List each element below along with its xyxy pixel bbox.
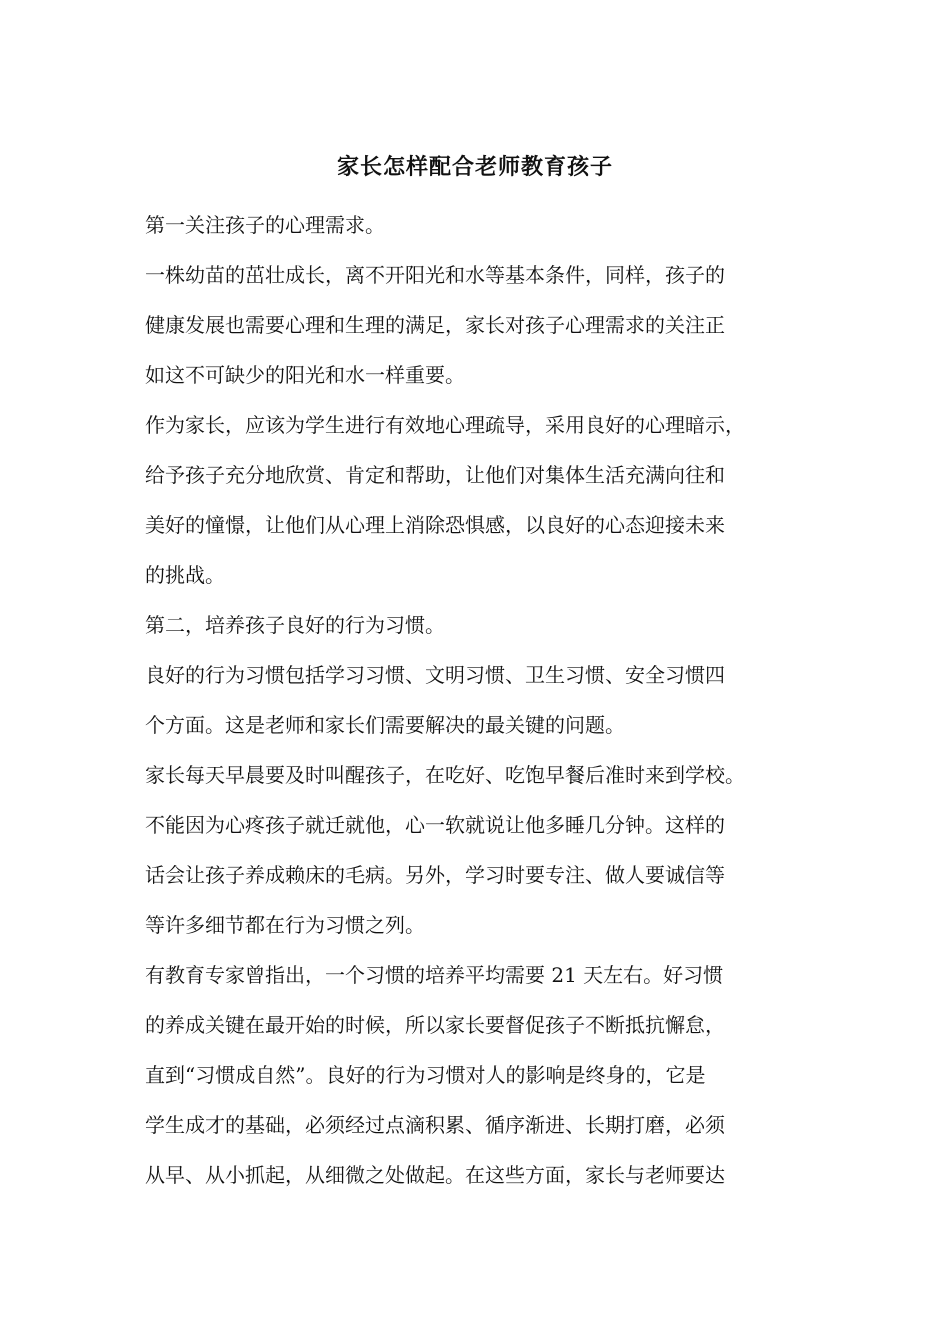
text-line: 第一关注孩子的心理需求。 (145, 213, 385, 237)
text-line: 个方面。这是老师和家长们需要解决的最关键的问题。 (145, 713, 625, 737)
text-line: 健康发展也需要心理和生理的满足，家长对孩子心理需求的关注正 (145, 313, 725, 337)
text-line: 的养成关键在最开始的时候，所以家长要督促孩子不断抵抗懈怠， (145, 1013, 725, 1037)
text-line: 给予孩子充分地欣赏、肯定和帮助，让他们对集体生活充满向往和 (145, 463, 725, 487)
text-line: 直到“习惯成自然”。良好的行为习惯对人的影响是终身的，它是 (145, 1063, 706, 1087)
text-line: 话会让孩子养成赖床的毛病。另外，学习时要专注、做人要诚信等 (145, 863, 725, 887)
text-line: 的挑战。 (145, 563, 225, 587)
text-line: 等许多细节都在行为习惯之列。 (145, 913, 425, 937)
text-line: 第二，培养孩子良好的行为习惯。 (145, 613, 445, 637)
text-line: 家长每天早晨要及时叫醒孩子，在吃好、吃饱早餐后准时来到学校。 (145, 763, 745, 787)
text-line: 有教育专家曾指出，一个习惯的培养平均需要 21 天左右。好习惯 (145, 963, 724, 987)
text-line: 学生成才的基础，必须经过点滴积累、循序渐进、长期打磨，必须 (145, 1113, 725, 1137)
text-line: 从早、从小抓起，从细微之处做起。在这些方面，家长与老师要达 (145, 1163, 725, 1187)
text-line: 美好的憧憬，让他们从心理上消除恐惧感，以良好的心态迎接未来 (145, 513, 725, 537)
document-body (145, 200, 810, 1200)
text-line: 良好的行为习惯包括学习习惯、文明习惯、卫生习惯、安全习惯四 (145, 663, 725, 687)
text-line: 不能因为心疼孩子就迁就他，心一软就说让他多睡几分钟。这样的 (145, 813, 725, 837)
document-title: 家长怎样配合老师教育孩子 (336, 154, 613, 180)
text-line: 一株幼苗的茁壮成长，离不开阳光和水等基本条件，同样，孩子的 (145, 263, 725, 287)
text-line: 如这不可缺少的阳光和水一样重要。 (145, 363, 465, 387)
text-line: 作为家长，应该为学生进行有效地心理疏导，采用良好的心理暗示， (145, 413, 745, 437)
